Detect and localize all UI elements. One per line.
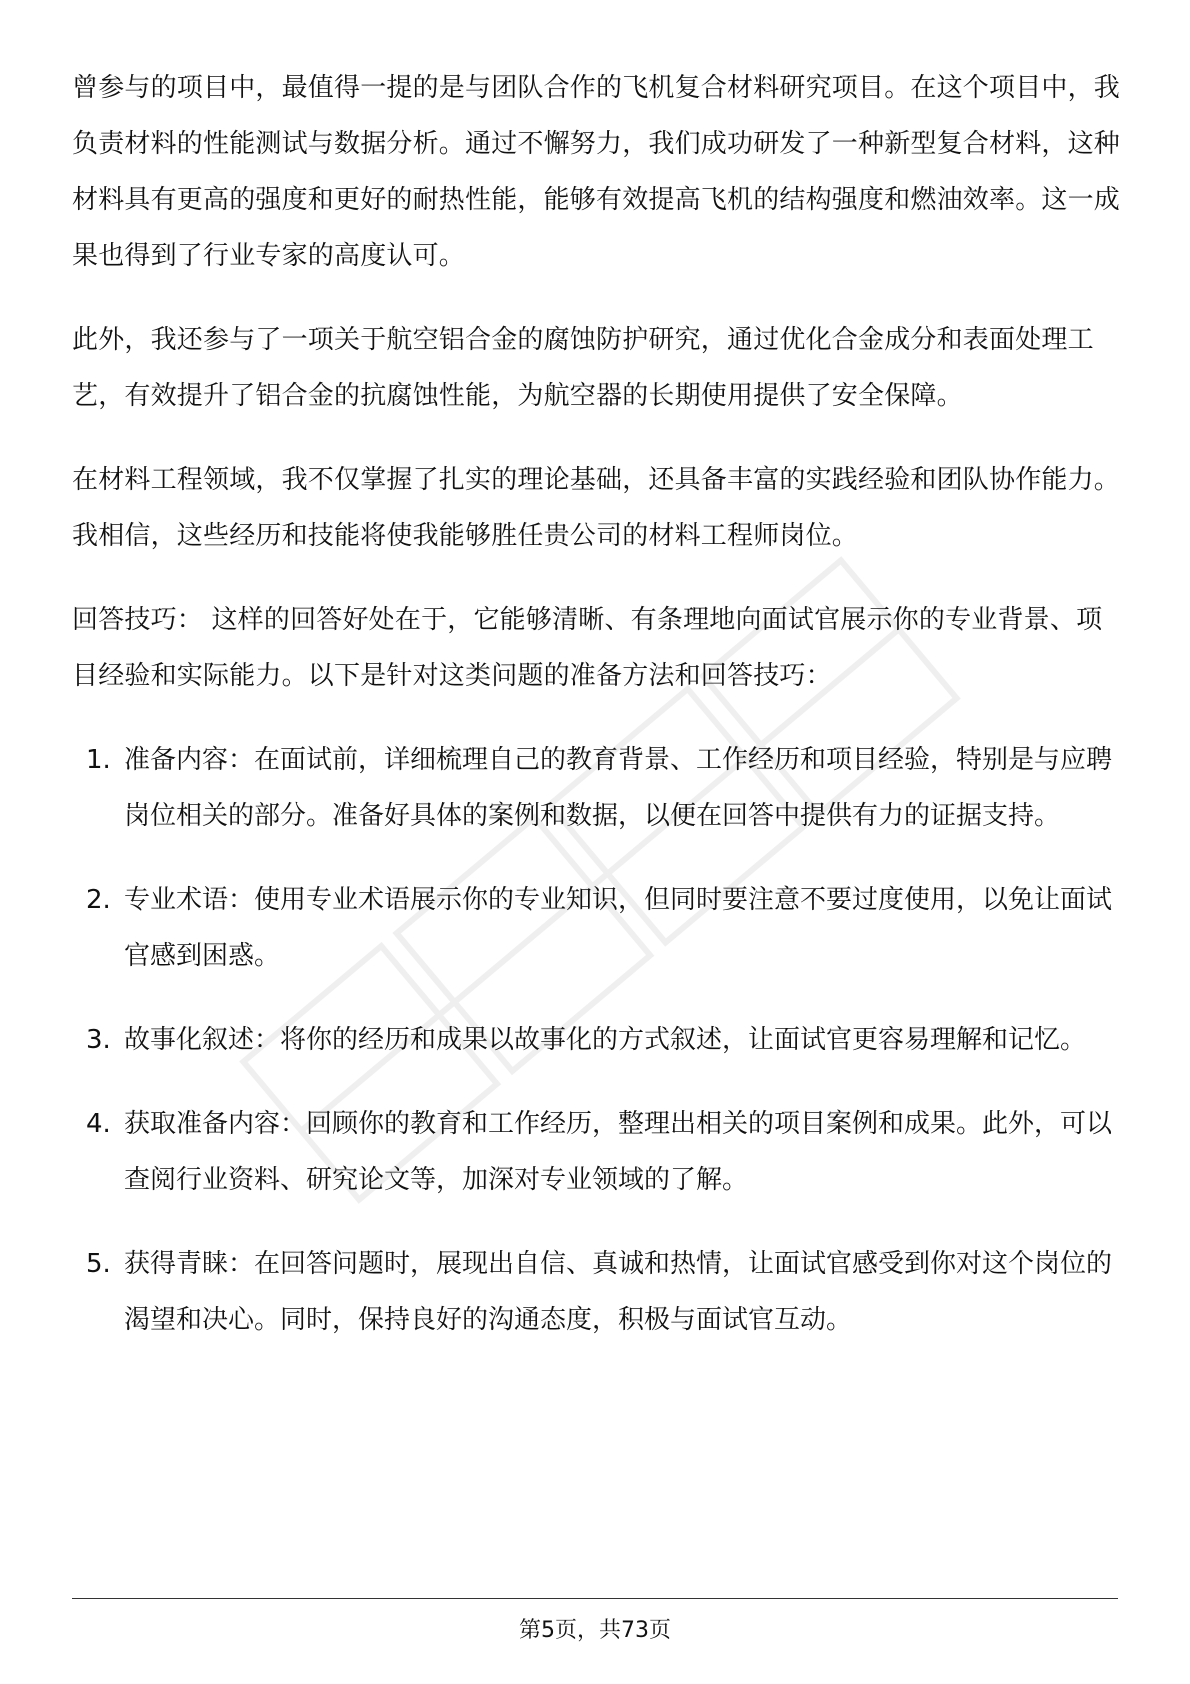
- list-item-text: 获得青睐：在回答问题时，展现出自信、真诚和热情，让面试官感受到你对这个岗位的渴望和决心。同时，保持良好的沟通态度，积极与面试官互动。: [124, 1249, 1113, 1335]
- tips-list: [72, 732, 1122, 1348]
- paragraph-summary: 在材料工程领域，我不仅掌握了扎实的理论基础，还具备丰富的实践经验和团队协作能力。我相信，这些经历和技能将使我能够胜任贵公司的材料工程师岗位。: [72, 465, 1121, 551]
- list-item: [72, 1012, 1122, 1068]
- list-item-number: 1.: [86, 745, 111, 775]
- list-item-number: 3.: [86, 1025, 111, 1055]
- list-item-text: 故事化叙述：将你的经历和成果以故事化的方式叙述，让面试官更容易理解和记忆。: [124, 1025, 1087, 1055]
- list-item-number: 5.: [86, 1249, 111, 1279]
- list-item-number: 4.: [86, 1109, 111, 1139]
- list-item-text: 获取准备内容：回顾你的教育和工作经历，整理出相关的项目案例和成果。此外，可以查阅行业资料、研究论文等，加深对专业领域的了解。: [124, 1109, 1113, 1195]
- paragraph-answer-tips: 回答技巧： 这样的回答好处在于，它能够清晰、有条理地向面试官展示你的专业背景、项目经验和实际能力。以下是针对这类问题的准备方法和回答技巧：: [72, 605, 1103, 691]
- list-item: [72, 1236, 1122, 1348]
- list-item: [72, 1096, 1122, 1208]
- paragraph-corrosion-research: 此外，我还参与了一项关于航空铝合金的腐蚀防护研究，通过优化合金成分和表面处理工艺，有效提升了铝合金的抗腐蚀性能，为航空器的长期使用提供了安全保障。: [72, 325, 1094, 411]
- list-item-text: 准备内容：在面试前，详细梳理自己的教育背景、工作经历和项目经验，特别是与应聘岗位相关的部分。准备好具体的案例和数据，以便在回答中提供有力的证据支持。: [124, 745, 1113, 831]
- page-number: 第5页，共73页: [519, 1618, 671, 1643]
- list-item: [72, 872, 1122, 984]
- list-item-number: 2.: [86, 885, 111, 915]
- list-item: [72, 732, 1122, 844]
- paragraph-project-experience: 曾参与的项目中，最值得一提的是与团队合作的飞机复合材料研究项目。在这个项目中，我负责材料的性能测试与数据分析。通过不懈努力，我们成功研发了一种新型复合材料，这种材料具有更高的强度和更好的耐热性能，能够有效提高飞机的结构强度和燃油效率。这一成果也得到了行业专家的高度认可。: [72, 73, 1121, 271]
- list-item-text: 专业术语：使用专业术语展示你的专业知识，但同时要注意不要过度使用，以免让面试官感到困惑。: [124, 885, 1113, 971]
- footer-divider: [72, 1598, 1118, 1599]
- document-body: [72, 60, 1122, 1376]
